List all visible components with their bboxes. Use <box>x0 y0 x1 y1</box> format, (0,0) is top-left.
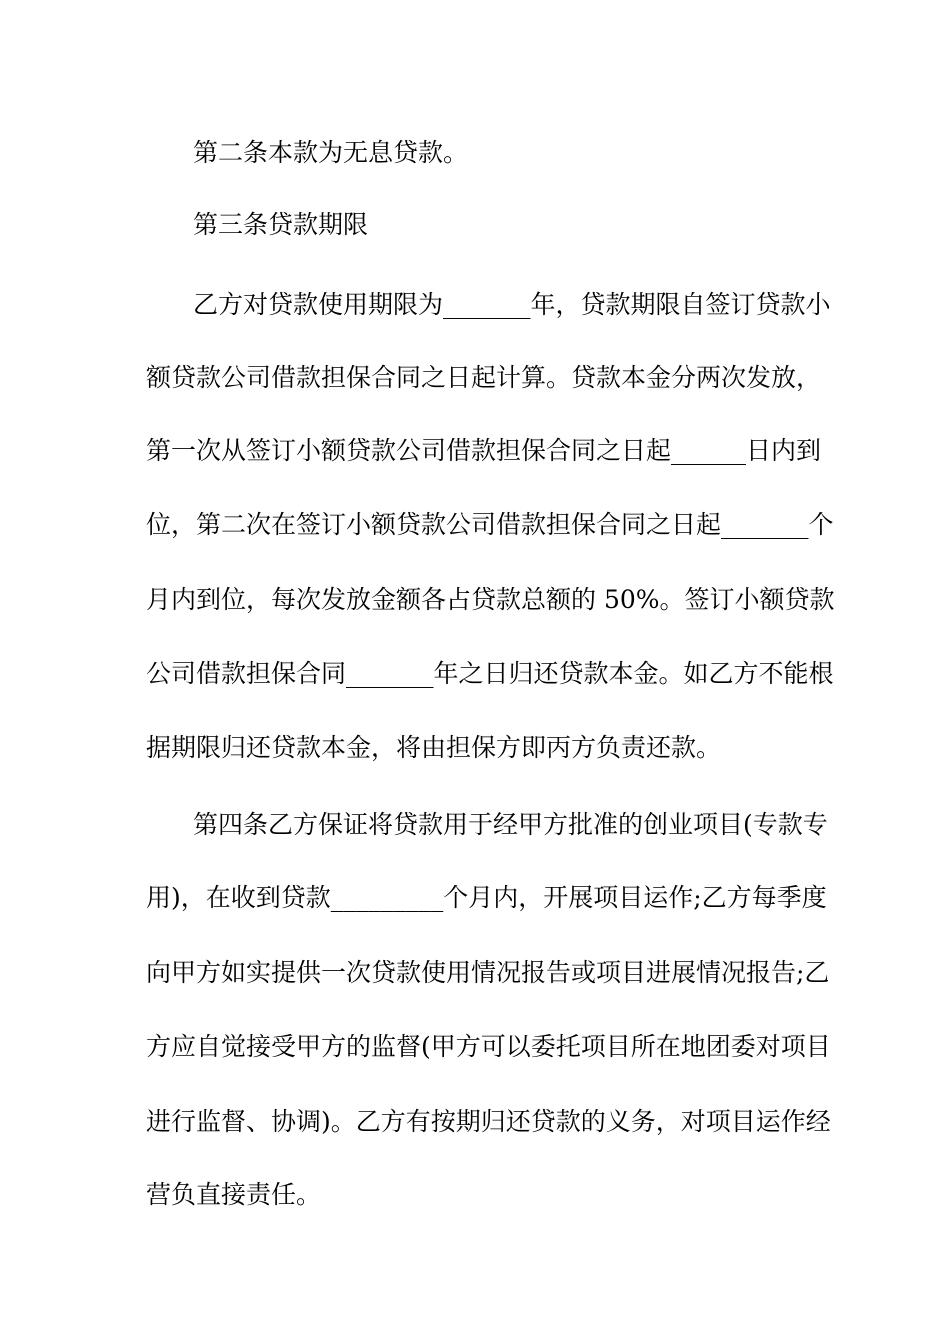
clause-4-line-6: 营负直接责任。 <box>146 1180 322 1209</box>
clause-4-line-5: 进行监督、协调)。乙方有按期归还贷款的义务，对项目运作经 <box>146 1107 831 1136</box>
clause-4-line-4: 方应自觉接受甲方的监督(甲方可以委托项目所在地团委对项目 <box>146 1032 831 1061</box>
clause-3-text-line-4: 位，第二次在签订小额贷款公司借款担保合同之日起_______个 <box>146 510 834 539</box>
clause-3-text-line-5: 月内到位，每次发放金额各占贷款总额的 50%。签订小额贷款 <box>146 585 835 614</box>
clause-3-text-line-2: 额贷款公司借款担保合同之日起计算。贷款本金分两次发放， <box>146 363 822 392</box>
clause-2-line: 第二条本款为无息贷款。 <box>193 138 469 167</box>
clause-3-heading: 第三条贷款期限 <box>193 210 369 239</box>
clause-3-text-line-6: 公司借款担保合同_______年之日归还贷款本金。如乙方不能根 <box>146 659 834 688</box>
clause-4-line-3: 向甲方如实提供一次贷款使用情况报告或项目进展情况报告;乙 <box>146 958 830 987</box>
clause-4-line-1: 第四条乙方保证将贷款用于经甲方批准的创业项目(专款专 <box>193 810 828 839</box>
clause-3-text-line-7: 据期限归还贷款本金，将由担保方即丙方负责还款。 <box>146 733 722 762</box>
clause-3-text-line-3: 第一次从签订小额贷款公司借款担保合同之日起______日内到 <box>146 436 822 465</box>
clause-4-line-2: 用)，在收到贷款_________个月内，开展项目运作;乙方每季度 <box>146 883 827 912</box>
clause-3-text-line-1: 乙方对贷款使用期限为_______年，贷款期限自签订贷款小 <box>193 290 831 319</box>
